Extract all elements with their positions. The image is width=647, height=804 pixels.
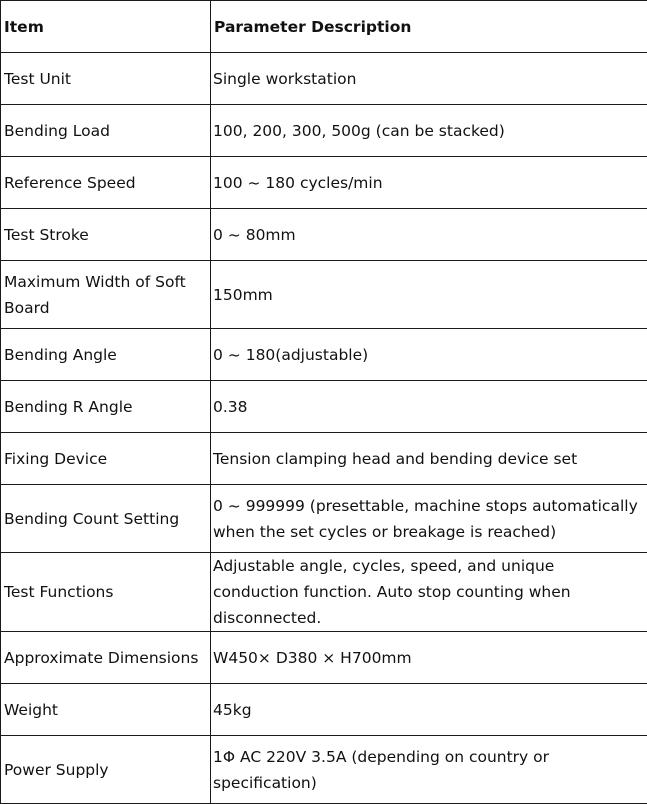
table-row xyxy=(1,736,647,804)
row-item: Test Stroke xyxy=(1,209,211,261)
table-row xyxy=(1,433,647,485)
row-value: 45kg xyxy=(211,684,647,736)
row-value: 0 ~ 999999 (presettable, machine stops automatically when the set cycles or breakage is reached) xyxy=(211,485,647,553)
row-item: Reference Speed xyxy=(1,157,211,209)
row-item: Fixing Device xyxy=(1,433,211,485)
row-item: Weight xyxy=(1,684,211,736)
row-value: Adjustable angle, cycles, speed, and unique conduction function. Auto stop counting when disconnected. xyxy=(211,553,647,632)
row-value: 150mm xyxy=(211,261,647,329)
table-row xyxy=(1,381,647,433)
row-value: 100 ~ 180 cycles/min xyxy=(211,157,647,209)
row-item: Power Supply xyxy=(1,736,211,804)
table-row xyxy=(1,157,647,209)
row-item: Test Unit xyxy=(1,53,211,105)
row-value: 0.38 xyxy=(211,381,647,433)
row-item: Bending Load xyxy=(1,105,211,157)
table-row xyxy=(1,684,647,736)
row-item: Bending Count Setting xyxy=(1,485,211,553)
row-item: Test Functions xyxy=(1,553,211,632)
row-item: Bending Angle xyxy=(1,329,211,381)
table-row xyxy=(1,209,647,261)
row-value: 0 ~ 180(adjustable) xyxy=(211,329,647,381)
table-row xyxy=(1,329,647,381)
row-item: Approximate Dimensions xyxy=(1,632,211,684)
row-item: Bending R Angle xyxy=(1,381,211,433)
header-item: Item xyxy=(1,1,211,53)
table-row xyxy=(1,485,647,553)
table-row xyxy=(1,632,647,684)
table-row xyxy=(1,261,647,329)
table-row xyxy=(1,105,647,157)
row-value: 1Φ AC 220V 3.5A (depending on country or specification) xyxy=(211,736,647,804)
header-parameter-description: Parameter Description xyxy=(211,1,647,53)
table-row xyxy=(1,553,647,632)
table-row xyxy=(1,53,647,105)
row-item: Maximum Width of Soft Board xyxy=(1,261,211,329)
row-value: 0 ~ 80mm xyxy=(211,209,647,261)
row-value: Single workstation xyxy=(211,53,647,105)
table-header-row xyxy=(1,1,647,53)
row-value: 100, 200, 300, 500g (can be stacked) xyxy=(211,105,647,157)
row-value: Tension clamping head and bending device set xyxy=(211,433,647,485)
row-value: W450× D380 × H700mm xyxy=(211,632,647,684)
